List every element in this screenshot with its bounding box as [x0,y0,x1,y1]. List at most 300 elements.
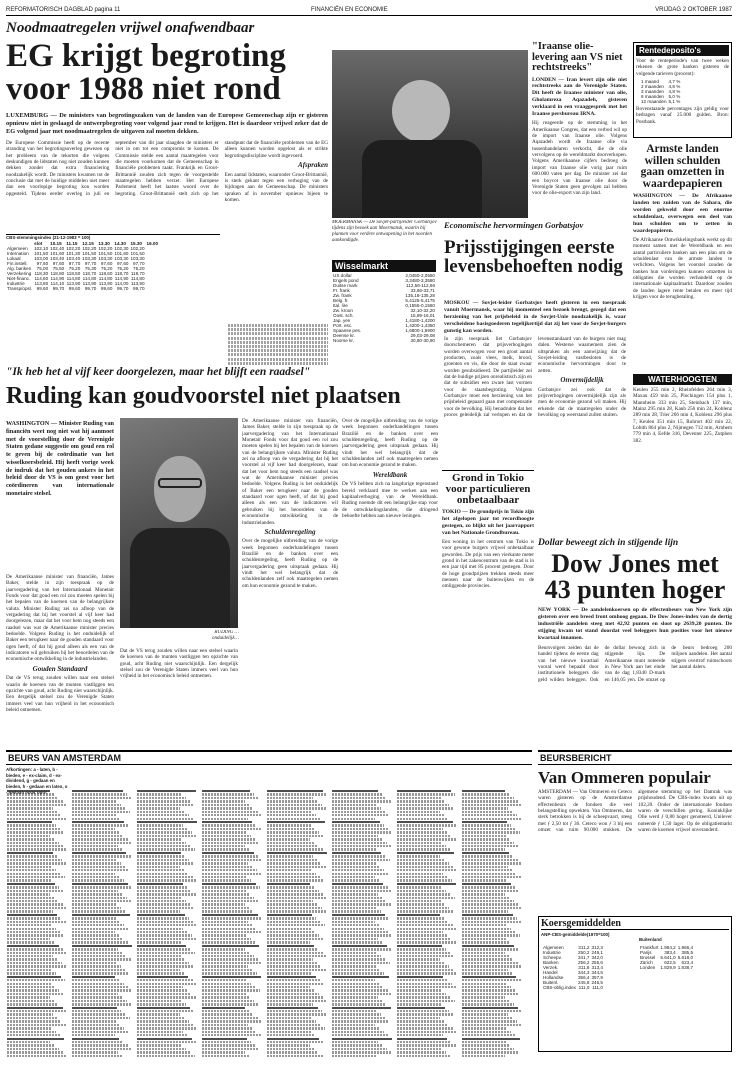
beurs-listing-line [332,945,387,947]
beurs-listing-line [202,824,256,826]
beurs-listing-line [137,1055,195,1057]
beurs-listing-line [462,934,520,936]
beurs-listing-line [7,869,56,871]
beurs-listing-line [137,1027,197,1029]
beurs-listing-line [137,924,197,926]
cbs-cell: Industrie [7,280,25,286]
beurs-listing-line [332,797,386,799]
beurs-listing-line [462,852,509,854]
beurs-listing-line [332,952,377,954]
beurs-listing-line [397,934,447,936]
beurs-listing-line [72,1034,115,1036]
beurs-listing-line [7,790,50,792]
beurs-listing-line [332,828,388,830]
beurs-column [267,790,328,1062]
beurs-listing-line [267,921,321,923]
beurs-listing-line [267,938,324,940]
koers-right-cell: 622,5 [664,960,676,965]
beurs-listing-line [397,1038,447,1040]
ec-body2-text: Een aantal lidstaten, waaronder Groot-Brittannië, is sterk gekant tegen een verhoging van de bijdragen aan de Gemeenschap. De ministers spraken af in november opnieuw bijeen te komen. [224,171,328,203]
beurs-listing-line [137,907,194,909]
beurs-listing-line [202,862,248,864]
koers-left-cell: 250,2 [577,950,590,955]
ruding-subhead: Gouden Standaard [32,664,88,673]
beurs-listing-line [267,883,310,885]
beurs-listing-line [267,835,324,837]
cbs-cell: 75,20 [116,265,129,271]
beurs-listing-line [397,814,444,816]
ruding-subhead-2: Schuldenregeling [264,527,316,536]
beurs-listing-line [202,979,247,981]
beurs-listing-line [202,1010,249,1012]
beurs-listing-line [137,828,188,830]
beurs-listing-line [202,869,257,871]
koers-right-cell: 1.829,9 [660,965,676,970]
beurs-listing-line [267,900,313,902]
beurs-listing-line [7,917,61,919]
beurs-listing-line [332,835,378,837]
beurs-listing-line [202,1031,256,1033]
beurs-listing-line [332,958,386,960]
beurs-listing-line [7,1031,56,1033]
rentedeposito-intro: Voor de renteperiode's van twee weken rekenen de grote banken gisteren de volgende tarieven (procent): [636,58,729,77]
beurs-listing-line [7,818,66,820]
beurs-listing-line [7,1010,67,1012]
beurs-listing-line [137,852,181,854]
photo-suit [362,140,482,218]
beurs-listing-line [332,910,381,912]
beurs-listing-line [202,1003,259,1005]
beurs-listing-line [267,945,314,947]
rentedeposito-cell: 3 maanden [641,89,664,95]
beurs-listing-line [7,1007,63,1009]
cbs-cell: 113,90 [98,280,113,286]
beurs-listing-line [202,797,259,799]
koers-left-cell: 245,8 [577,980,590,985]
beurs-listing-line [332,1007,391,1009]
beurs-listing-line [332,824,384,826]
beurs-listing-line [72,1013,126,1015]
beurs-listing-line [202,818,248,820]
beurs-listing-line [462,903,518,905]
beurs-listing-line [137,807,180,809]
beurs-listing-line [72,814,116,816]
cbs-header-cell: 12.15 [82,240,94,246]
beurs-listing-line [267,965,321,967]
beurs-listing-line [72,969,125,971]
beurs-listing-line [72,824,129,826]
beurs-listing-line [397,1027,453,1029]
beurs-listing-line [332,893,378,895]
beurs-listing-line [332,876,375,878]
beurs-listing-line [7,969,52,971]
beurs-listing-line [397,969,453,971]
cbs-cell: 97,70 [133,260,145,266]
dowjones-lead: NEW YORK — De aandelenkoersen op de effectenbeurs van New York zijn gisteren over een breed front omhoog gegaan. De Dow Jones-index van de dertig industriële aandelen steeg met 42,92 punten en sloot op 2639,20 punten. De stijging kwam tot stand doordat veel beleggers hun posities voor het nieuwe kwartaal innamen. [538,607,732,641]
koers-left-cell: 356,4 [577,975,590,980]
beurs-listing-line [332,907,377,909]
beurs-listing-line [72,965,121,967]
beurs-listing-line [7,842,59,844]
beurs-listing-line [397,873,443,875]
beurs-listing-line [397,1044,456,1046]
beurs-listing-line [202,976,261,978]
beurs-listing-line [267,1024,321,1026]
beurs-listing-line [332,838,383,840]
beurs-listing-line [137,897,182,899]
beurs-listing-line [7,811,57,813]
beurs-listing-line [397,848,450,850]
beurs-listing-line [202,793,254,795]
beurs-listing-line [202,1017,258,1019]
beurs-listing-line [202,972,257,974]
beurs-listing-line [202,790,250,792]
beurs-listing-line [267,852,327,854]
beurs-listing-line [267,804,322,806]
cbs-cell: 114,80 [98,275,113,281]
beurs-listing-line [137,941,182,943]
article-tokio [442,470,534,744]
cbs-cell: 102,40 [50,245,65,251]
beurs-listing-line [7,852,53,854]
beurs-listing-line [72,845,118,847]
beurs-listing-line [267,996,323,998]
beurs-listing-line [7,890,64,892]
cbs-cell: 99,60 [100,285,113,291]
cbs-cell: 114,00 [114,280,129,286]
beurs-listing-line [397,886,442,888]
beurs-listing-line [202,1020,262,1022]
beurs-listing-line [267,1010,322,1012]
beurs-listing-line [462,876,521,878]
beurs-listing-line [72,807,126,809]
rentedeposito-box [633,42,732,138]
beurs-listing-line [72,938,123,940]
beurs-listing-line [72,852,126,854]
beurs-listing-line [7,879,51,881]
cbs-cell: 103,30 [98,255,113,261]
beurs-listing-line [332,948,391,950]
cbs-cell: 118,80 [50,270,65,276]
beurs-listing-line [137,934,192,936]
beurs-listing-line [202,931,261,933]
beurs-listing-line [332,800,391,802]
beurs-listing-line [397,1041,451,1043]
beurs-listing-line [332,1048,387,1050]
cbs-cell: 118,50 [66,270,81,276]
beurs-listing-line [137,804,194,806]
beurs-listing-line [267,955,327,957]
masthead-left: REFORMATORISCH DAGBLAD pagina 11 [6,7,121,13]
beurs-listing-line [332,1000,382,1002]
beurs-listing-line [72,1041,123,1043]
beurs-listing-line [137,893,196,895]
beurs-listing-line [202,914,258,916]
koers-right-row [639,965,694,970]
koers-left-cell: 311,8 [578,965,590,970]
beurs-listing-line [202,883,256,885]
beurs-listing-line [397,996,451,998]
beurs-listing-line [267,848,323,850]
beurs-listing-line [7,824,56,826]
cbs-cell: 103,30 [114,255,129,261]
beurs-listing-line [332,1038,392,1040]
beurs-listing-line [137,993,191,995]
beurs-listing-line [202,1038,247,1040]
beurs-listing-line [267,873,316,875]
beurs-listing-line [202,1024,248,1026]
beurs-listing-line [397,828,443,830]
cbs-cell: 99,60 [36,285,49,291]
beurs-listing-line [462,931,516,933]
beurs-listing-line [7,883,55,885]
koers-left-cell: Scheepv. [543,955,562,960]
beurs-listing-line [397,893,451,895]
cbs-index-table [6,234,220,309]
beurs-listing-line [202,983,251,985]
beurs-listing-line [332,914,385,916]
beurs-listing-line [267,1038,319,1040]
beurs-listing-line [462,1048,514,1050]
beurs-listing-line [72,1031,129,1033]
beurs-listing-line [202,938,251,940]
gorbachev-kicker: Economische hervormingen Gorbatsjov [444,220,584,230]
beurs-listing-line [462,897,510,899]
beurs-listing-line [7,900,58,902]
beurs-listing-line [202,1048,259,1050]
beurs-listing-line [72,962,117,964]
beurs-listing-line [137,1013,180,1015]
beurs-listing-line [397,1055,450,1057]
cbs-cell: 99,70 [84,285,97,291]
beurs-listing-line [137,945,186,947]
koers-left-cell: Verzek. [543,965,559,970]
beurs-listing-line [462,958,513,960]
beurs-listing-line [137,931,188,933]
beurs-column [462,790,523,1062]
beurs-listing-line [72,983,124,985]
beurs-listing-line [332,790,378,792]
beurs-listing-line [267,1020,316,1022]
cbs-cell: 101,50 [82,250,97,256]
koers-right-cell: 623,4 [681,960,694,965]
gorbachev-subhead: Onvermijdelijk [560,376,604,385]
cbs-cell: 113,90 [82,280,97,286]
beurs-listing-line [397,1003,441,1005]
beurs-listing-line [267,879,324,881]
beurs-column [137,790,198,1062]
beurs-listing-line [137,979,193,981]
ruding-body2-text: Dat de VS terug zouden willen naar een stelsel waarin de koersen van de munten vastliggen ten opzichte van goud, acht Ruding niet waarschijnlijk. Een dergelijk stelsel zou de Verenigde Staten immers veel van hun vrijheid in het economisch beleid ontnemen. [6,675,114,714]
beurs-listing-line [72,917,116,919]
cbs-cell: 103,40 [50,255,65,261]
beurs-listing-line [72,924,124,926]
beurs-listing-line [267,842,314,844]
beurs-listing-line [462,1013,508,1015]
beurs-listing-line [267,928,311,930]
cbs-row [6,276,159,281]
beurs-listing-line [397,983,452,985]
wisselmarkt-cell: Deense kr. [333,333,355,338]
beurs-listing-line [332,811,385,813]
beurs-listing-line [267,910,326,912]
beurs-listing-line [267,903,318,905]
beurs-listing-line [7,941,55,943]
beurs-listing-line [462,1038,520,1040]
beurs-listing-line [7,793,54,795]
beurs-listing-line [7,838,55,840]
amsterdam-short [228,324,328,372]
ruding-body3-dup: Over de mogelijke uitbreiding van de vorige week begonnen onderhandelingen tussen Brazilië en de banken over een schuldenregeling, heeft Ruding op de jaarvergadering geen uitspraak gedaan. Hij vindt het wel belangrijk dat de schuldenlanden zelf ook maatregelen nemen om hun economie gezond te maken. [342,418,438,469]
beurs-listing-line [7,983,51,985]
beurs-listing-line [332,866,380,868]
beurs-listing-line [137,958,185,960]
photo-glasses [158,478,202,488]
ruding-body-text: De Amerikaanse minister van financiën, James Baker, stelde in zijn toespraak op de jaarvergadering van het Internationaal Monetair Fonds voor dat goud een rol zou moeten spelen bij het bepalen van de koersen van de belangrijkste valuta. Minister Ruding zei na afloop van de vergadering dat hij het voorstel al vijf keer had doorgelezen, maar dat het voor hem nog steeds een raadsel was wat de Amerikaanse minister precies bedoelde. Volgens Ruding is het onduidelijk of Baker een terugkeer naar de gouden standaard voor ogen heeft, of dat hij goud alleen als een van de indicatoren wil gebruiken bij het beoordelen van de economische ontwikkeling in de industrielanden. [6,574,114,663]
beurs-listing-line [202,1051,245,1053]
beurs-listing-line [462,1034,516,1036]
koers-right-table [639,945,694,970]
beurs-listing-line [332,976,389,978]
beurs-column [332,790,393,1062]
beurs-listing-line [7,1000,54,1002]
beurs-listing-line [462,1010,522,1012]
wisselmarkt-cell: US dollar [333,273,352,278]
beurs-listing-line [7,948,63,950]
beurs-listing-line [137,866,180,868]
beurs-listing-line [7,848,67,850]
beurs-listing-line [462,900,514,902]
beurs-listing-line [397,952,450,954]
koers-right-cell: 5.641,0 [660,955,676,960]
beurs-listing-line [72,890,118,892]
beurs-listing-line [267,1031,311,1033]
beurs-listing-line [7,845,63,847]
beurs-listing-line [72,1055,122,1057]
koers-left-cell: Industrie [543,950,561,955]
beurs-listing-line [462,1041,506,1043]
waterhoogten-title: WATERHOOGTEN [633,374,732,385]
rentedeposito-title: Rentedeposito's [636,45,729,56]
beurs-listing-line [7,876,65,878]
cbs-cell: 114,80 [66,275,81,281]
koers-left-cell: 256,2 [577,960,590,965]
beurs-listing-line [267,814,316,816]
beurs-listing-line [267,869,312,871]
beurs-listing-line [332,818,375,820]
beurs-listing-line [7,862,66,864]
beurs-listing-line [462,910,508,912]
beurs-listing-line [137,900,186,902]
beurs-listing-line [267,876,320,878]
beurs-listing-line [462,983,507,985]
beurs-listing-line [7,903,63,905]
beurs-listing-line [397,903,445,905]
beurs-listing-line [202,893,250,895]
wisselmarkt-cell: Noorse kr. [333,338,354,343]
beurs-listing-line [7,1003,58,1005]
beurs-listing-line [332,845,391,847]
beurs-listing-line [202,866,253,868]
beurs-listing-line [137,793,182,795]
beurs-listing-line [202,859,262,861]
cbs-cell: 75,30 [84,265,97,271]
ruding-body-col3 [242,418,338,744]
beurs-listing-line [137,845,191,847]
beurs-listing-line [267,948,318,950]
wisselmarkt-cell: Zw. frank [333,293,352,298]
ruding-body2-dup: Dat de VS terug zouden willen naar een stelsel waarin de koersen van de munten vastliggen ten opzichte van goud, acht Ruding niet waarschijnlijk. Een dergelijk stelsel zou de Verenigde Staten immers veel van hun vrijheid in het economisch beleid ontnemen. [120,648,238,680]
beurs-listing-line [267,931,315,933]
beurs-listing-line [72,993,118,995]
wisselmarkt-table [332,273,436,343]
beurs-listing-line [332,821,380,823]
koers-right-cell: 5.618,0 [677,955,694,960]
wisselmarkt-title: Wisselmarkt [332,260,436,272]
beurs-listing-line [332,962,390,964]
beurs-listing-line [397,962,445,964]
beurs-listing-line [72,1017,130,1019]
beurs-listing-line [137,862,194,864]
beurs-listing-line [7,1024,66,1026]
beurs-listing-line [202,962,262,964]
beurs-listing-line [202,1027,252,1029]
beurs-listing-line [332,1034,388,1036]
beurs-listing-line [202,945,259,947]
beurs-listing-line [462,838,510,840]
beurs-listing-line [462,883,511,885]
rentedeposito-cell: 5,1 % [668,99,681,105]
dowjones-kicker: Dollar beweegt zich in stijgende lijn [538,538,679,548]
cbs-cell: 103,40 [66,255,81,261]
beurs-listing-line [72,914,130,916]
iran-lead: LONDEN — Iran levert zijn olie niet rechtstreeks aan de Verenigde Staten. Dit heeft de Iraanse minister van olie, Gholamreza Aqazadeh, gisteren verklaard in een vraaggesprek met het Iraanse persbureau IRNA. [532,76,627,118]
beurs-listing-line [202,807,253,809]
cbs-cell: 118,60 [98,270,113,276]
beurs-listing-line [332,831,392,833]
cbs-cell: 75,20 [68,265,81,271]
beurs-listing-line [137,955,181,957]
beurs-listing-line [332,1010,377,1012]
wisselmarkt-cell: 2,0450-2,0550 [405,273,435,278]
beurs-listing-line [137,838,182,840]
beurs-listing-line [267,824,311,826]
cbs-cell: 97,60 [52,260,65,266]
beurs-listing-line [267,976,316,978]
beurs-listing-line [72,921,120,923]
beurs-listing-line [397,948,446,950]
beurs-listing-line [397,862,449,864]
beurs-listing-line [397,876,448,878]
koers-right-cell: 1.838,7 [677,965,694,970]
beurs-listing-line [137,996,196,998]
cbs-cell: Niet-financ. [7,275,31,281]
beurs-listing-line [202,897,254,899]
beurs-listing-line [267,866,326,868]
beurs-listing-line [462,807,508,809]
beurs-listing-line [202,952,250,954]
beurs-listing-line [137,965,194,967]
beurs-listing-line [72,989,132,991]
article-iran [532,42,627,222]
beurs-listing-line [267,1048,314,1050]
beurs-listing-line [7,993,64,995]
beurs-listing-line [462,952,505,954]
beurs-listing-line [332,1013,381,1015]
beurs-listing-line [267,828,315,830]
beurs-listing-line [137,859,189,861]
wisselmarkt-cell: 3,3480-3,3580 [405,278,435,283]
